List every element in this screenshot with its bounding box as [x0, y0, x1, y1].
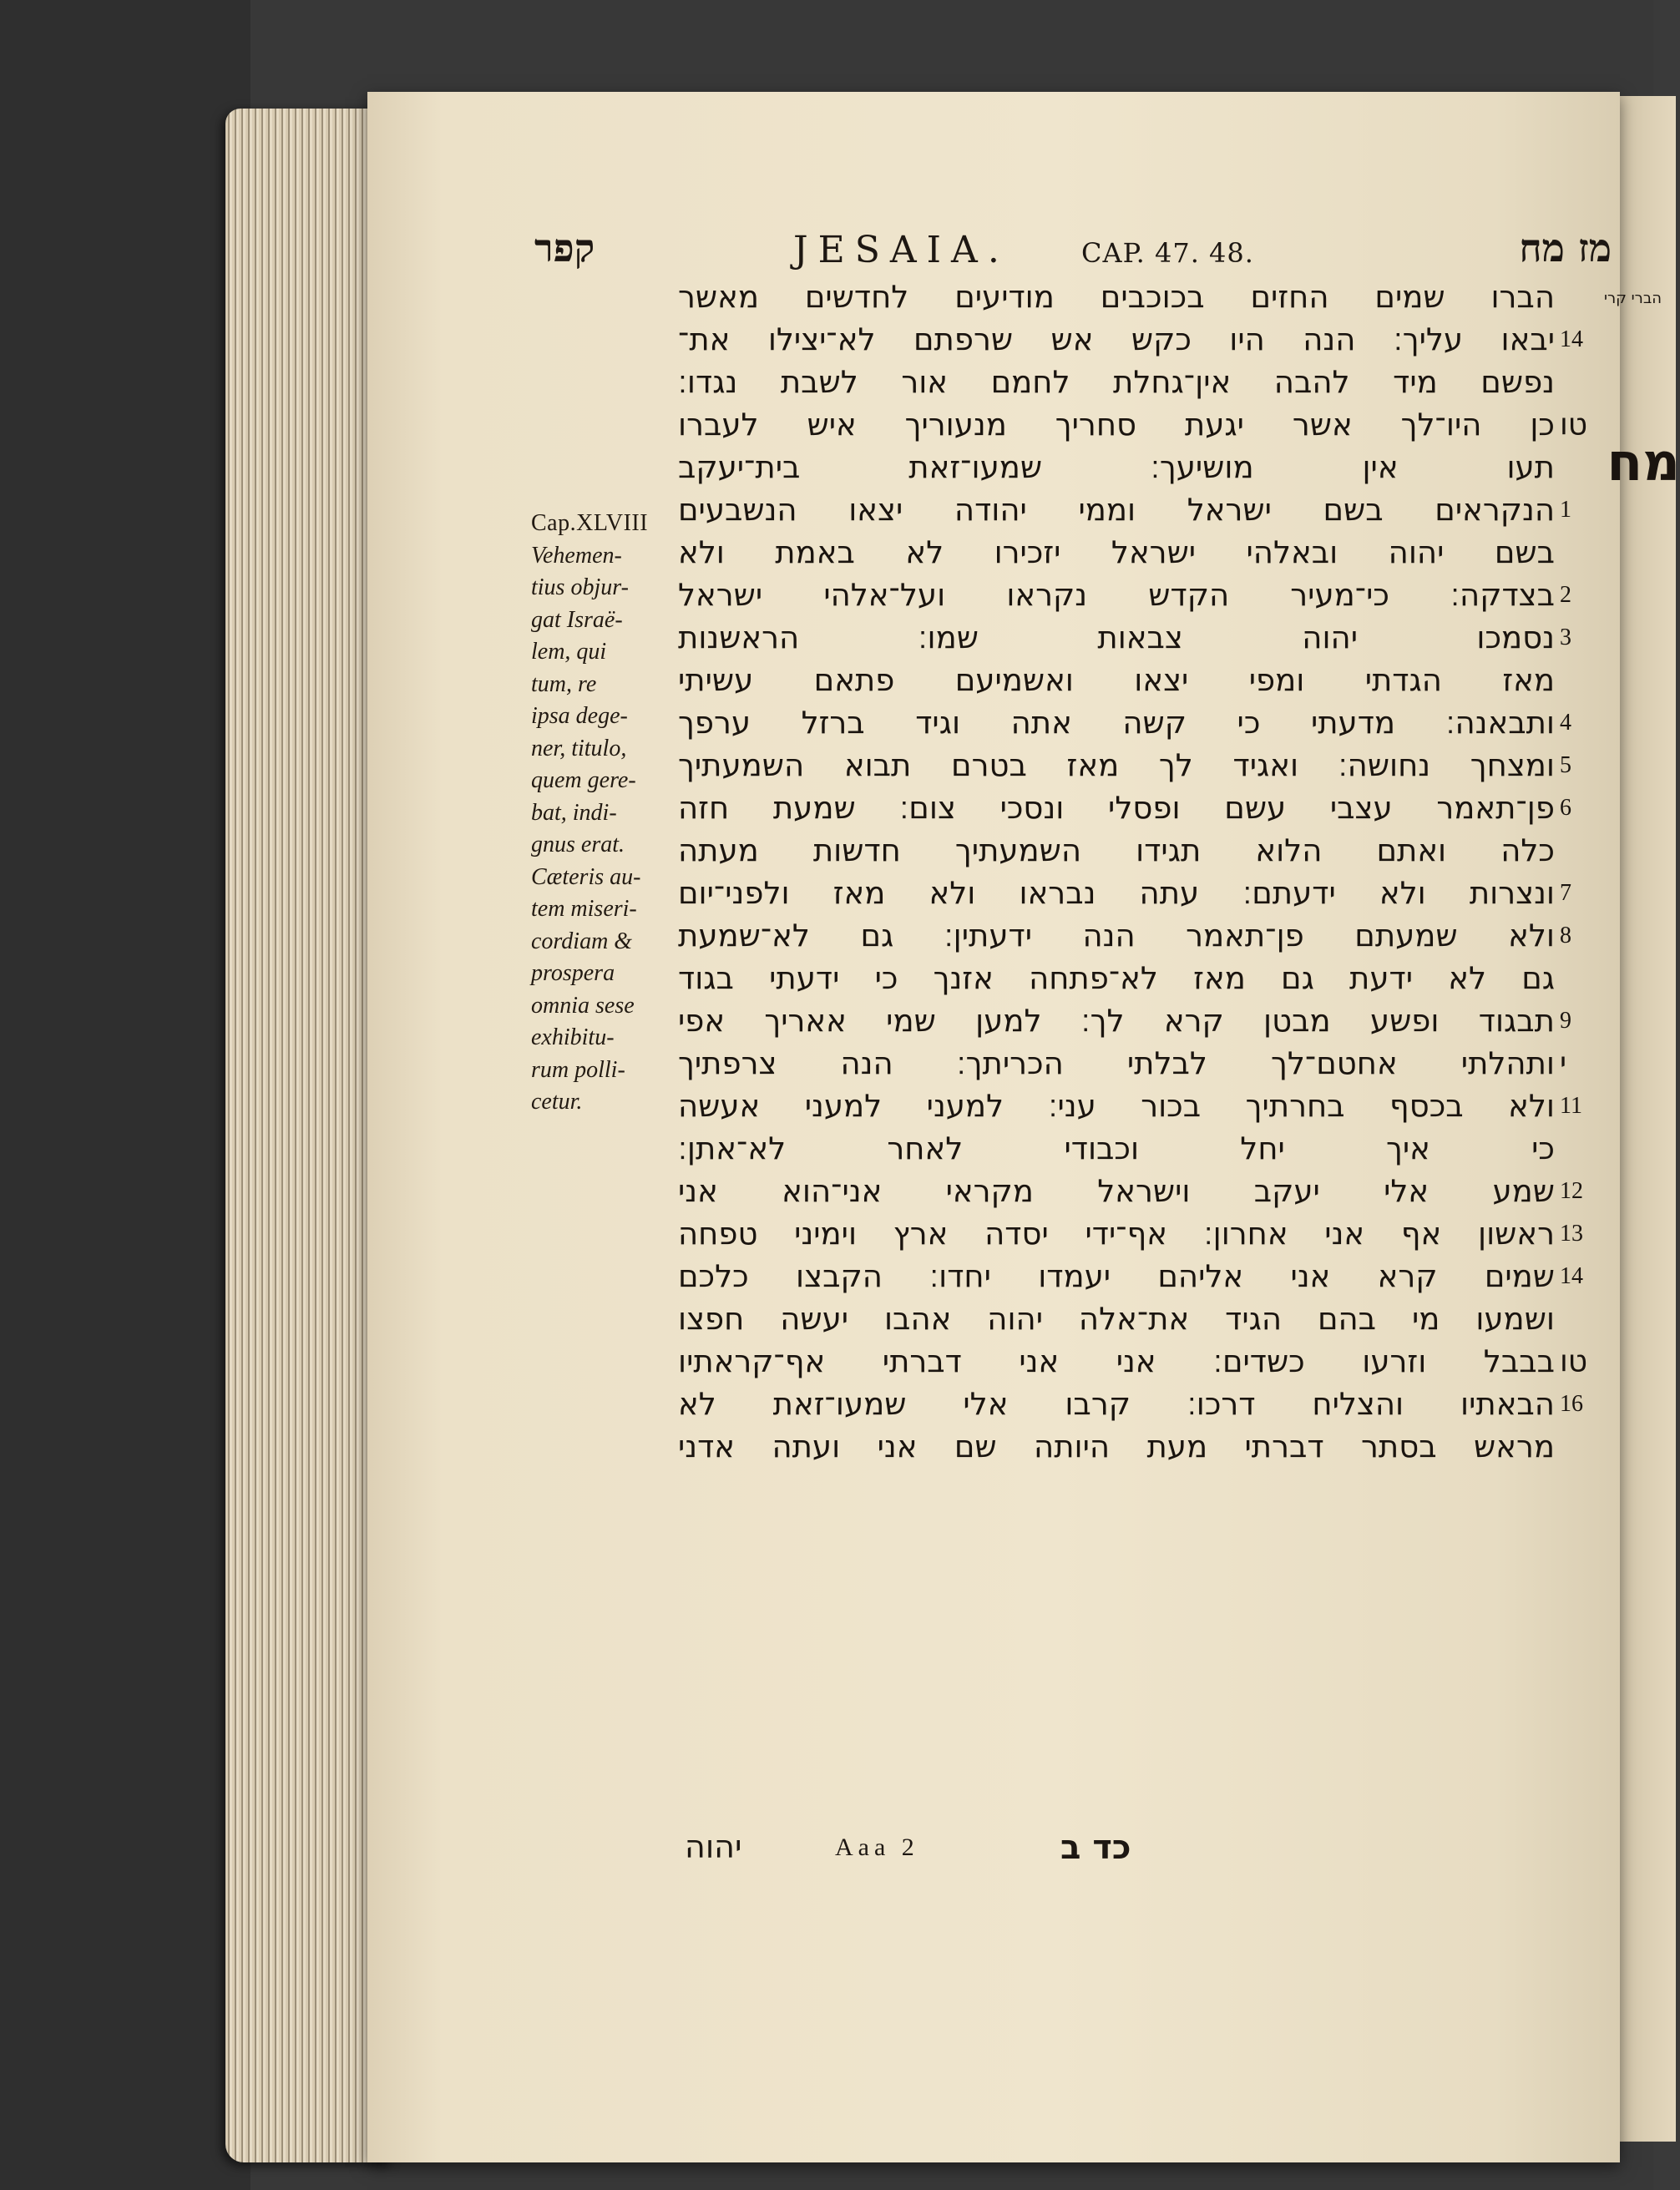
hebrew-text-block: [678, 276, 1680, 1468]
marginal-line: prospera: [531, 960, 615, 986]
line-text: הבאתיו והצליח דרכו׃ קרבו אלי שמעו־זאת לא: [678, 1386, 1555, 1422]
text-line: [678, 1085, 1613, 1127]
line-text: הברו שמים החזים בכוכבים מודיעים לחדשים מאשר: [678, 279, 1555, 315]
line-text: כן היו־לך אשר יגעת סחריך מנעוריך איש לעברו: [678, 407, 1555, 443]
text-line: [678, 276, 1662, 318]
marginal-line: lem, qui: [531, 639, 607, 665]
line-text: ותהלתי אחטם־לך לבלתי הכריתך׃ הנה צרפתיך: [678, 1045, 1555, 1081]
verse-number: 8: [1560, 923, 1571, 948]
marginal-line: gnus erat.: [531, 832, 625, 857]
marginal-line: tem miseri-: [531, 896, 637, 922]
verse-number: 14: [1560, 1263, 1583, 1289]
chapter-marker: מח: [1607, 432, 1680, 493]
line-text: תעו אין מושיעך׃ שמעו־זאת בית־יעקב: [678, 449, 1555, 485]
marginal-line: ipsa dege-: [531, 703, 628, 729]
text-line: [678, 616, 1613, 659]
line-text: ראשון אף אני אחרון׃ אף־ידי יסדה ארץ וימיני טפחה: [678, 1216, 1555, 1252]
line-text: מראש בסתר דברתי מעת היותה שם אני ועתה אדני: [678, 1429, 1555, 1464]
marginal-line: ner, titulo,: [531, 735, 627, 761]
text-line: [678, 701, 1613, 744]
marginal-line: cetur.: [531, 1089, 583, 1115]
marginal-line: Vehemen-: [531, 542, 622, 569]
verse-number: 1: [1560, 497, 1571, 523]
verse-number: טו: [1560, 1344, 1588, 1378]
catchword: יהוה: [685, 1828, 742, 1865]
signature-mark: Aaa 2: [835, 1833, 919, 1861]
marginal-lines: [531, 540, 673, 1119]
text-line: [678, 403, 1613, 446]
folio-number: קפר: [534, 225, 595, 271]
qere-note: הברי קרי: [1603, 290, 1662, 307]
line-text: ונצרות ולא ידעתם׃ עתה נבראו ולא מאז ולפני־יום: [678, 875, 1555, 911]
line-text: מאז הגדתי ומפי יצאו ואשמיעם פתאם עשיתי: [678, 662, 1555, 698]
line-text: ולא בכסף בחרתיך בכור עני׃ למעני למעני אעשה: [678, 1088, 1555, 1124]
chapter-reference: CAP. 47. 48.: [1081, 237, 1254, 269]
marginal-line: quem gere-: [531, 767, 636, 793]
line-text: בצדקה׃ כי־מעיר הקדש נקראו ועל־אלהי ישראל: [678, 577, 1555, 613]
verse-number: 7: [1560, 880, 1571, 906]
line-text: בשם יהוה ובאלהי ישראל יזכירו לא באמת ולא: [678, 534, 1555, 570]
verse-number: 12: [1560, 1178, 1583, 1204]
verse-number: י: [1560, 1046, 1567, 1080]
line-text: שמע אלי יעקב וישראל מקראי אני־הוא אני: [678, 1173, 1555, 1209]
page-header: [534, 225, 1612, 276]
line-text: תבגוד ופשע מבטן קרא לך׃ למען שמי אאריך אפי: [678, 1003, 1555, 1039]
line-text: ולא שמעתם פן־תאמר הנה ידעתין׃ גם לא־שמעת: [678, 918, 1555, 953]
text-line: [678, 1297, 1613, 1340]
text-line: [678, 999, 1613, 1042]
text-line: [678, 659, 1613, 701]
marginal-line: rum polli-: [531, 1056, 625, 1083]
marginal-line: omnia sese: [531, 992, 635, 1019]
text-line: [678, 1340, 1613, 1383]
marginal-note: [531, 508, 673, 1119]
text-line: [678, 829, 1613, 872]
running-title: JESAIA.: [793, 229, 1010, 271]
text-line: [678, 1170, 1613, 1212]
marginal-line: exhibitu-: [531, 1024, 615, 1050]
line-text: ומצחך נחושה׃ ואגיד לך מאז בטרם תבוא השמעתיך: [678, 747, 1555, 783]
verse-number: 16: [1560, 1391, 1583, 1417]
line-text: יבאו עליך׃ הנה היו כקש אש שרפתם לא־יצילו את־: [678, 321, 1555, 357]
verse-number: 13: [1560, 1221, 1583, 1247]
text-line: [678, 1425, 1613, 1468]
text-line: [678, 872, 1613, 914]
text-line: [678, 432, 1680, 493]
verse-number: 9: [1560, 1008, 1571, 1034]
verse-number: טו: [1560, 407, 1588, 442]
line-text: שמים קרא אני אליהם יעמדו יחדו׃ הקבצו כלכם: [678, 1258, 1555, 1294]
text-line: [678, 531, 1613, 574]
verse-number: 2: [1560, 582, 1571, 608]
line-text: פן־תאמר עצבי עשם ופסלי ונסכי צום׃ שמעת חזה: [678, 790, 1555, 826]
text-line: [678, 957, 1613, 999]
page-footer: [685, 1828, 1612, 1879]
marginal-line: tius objur-: [531, 574, 629, 600]
text-line: [678, 786, 1613, 829]
dark-backdrop: [0, 0, 250, 2190]
line-text: הנקראים בשם ישראל וממי יהודה יצאו הנשבעים: [678, 492, 1555, 528]
line-text: כי איך יחל וכבודי לאחר לא־אתן׃: [678, 1130, 1555, 1166]
line-text: ושמעו מי בהם הגיד את־אלה יהוה אהבו יעשה חפצו: [678, 1301, 1555, 1337]
verse-number: 14: [1560, 326, 1583, 352]
verse-number: 3: [1560, 625, 1571, 650]
line-text: גם לא ידעת גם מאז לא־פתחה אזנך כי ידעתי בגוד: [678, 960, 1555, 996]
text-line: [678, 1255, 1613, 1297]
text-line: [678, 1127, 1613, 1170]
marginal-line: cordiam &: [531, 928, 633, 954]
text-line: [678, 914, 1613, 957]
text-line: [678, 488, 1613, 531]
text-line: [678, 318, 1613, 361]
marginal-caption: Cap.XLVIII: [531, 510, 649, 536]
chapter-hebrew: מז מח: [1519, 225, 1612, 271]
text-line: [678, 1042, 1613, 1085]
text-line: [678, 361, 1613, 403]
verse-number: 11: [1560, 1093, 1582, 1119]
marginal-line: bat, indi-: [531, 799, 617, 826]
verse-number: 5: [1560, 752, 1571, 778]
verse-number: 6: [1560, 795, 1571, 821]
line-text: נסמכו יהוה צבאות שמו׃ הראשנות: [678, 620, 1555, 655]
line-text: כלה ואתם הלוא תגידו השמעתיך חדשות מעתה: [678, 832, 1555, 868]
line-text: בבבל וזרעו כשדים׃ אני אני דברתי אף־קראתיו: [678, 1343, 1555, 1379]
text-line: [678, 744, 1613, 786]
text-line: [678, 1383, 1613, 1425]
line-text: ותבאנה׃ מדעתי כי קשה אתה וגיד ברזל ערפך: [678, 705, 1555, 741]
verse-number: 4: [1560, 710, 1571, 736]
text-line: [678, 574, 1613, 616]
text-line: [678, 1212, 1613, 1255]
marginal-line: Cæteris au-: [531, 863, 641, 890]
line-text: נפשם מיד להבה אין־גחלת לחמם אור לשבת נגדו׃: [678, 364, 1555, 400]
footer-hebrew-reference: כד ב: [1060, 1828, 1131, 1867]
marginal-line: gat Israë-: [531, 606, 623, 633]
marginal-line: tum, re: [531, 670, 597, 697]
